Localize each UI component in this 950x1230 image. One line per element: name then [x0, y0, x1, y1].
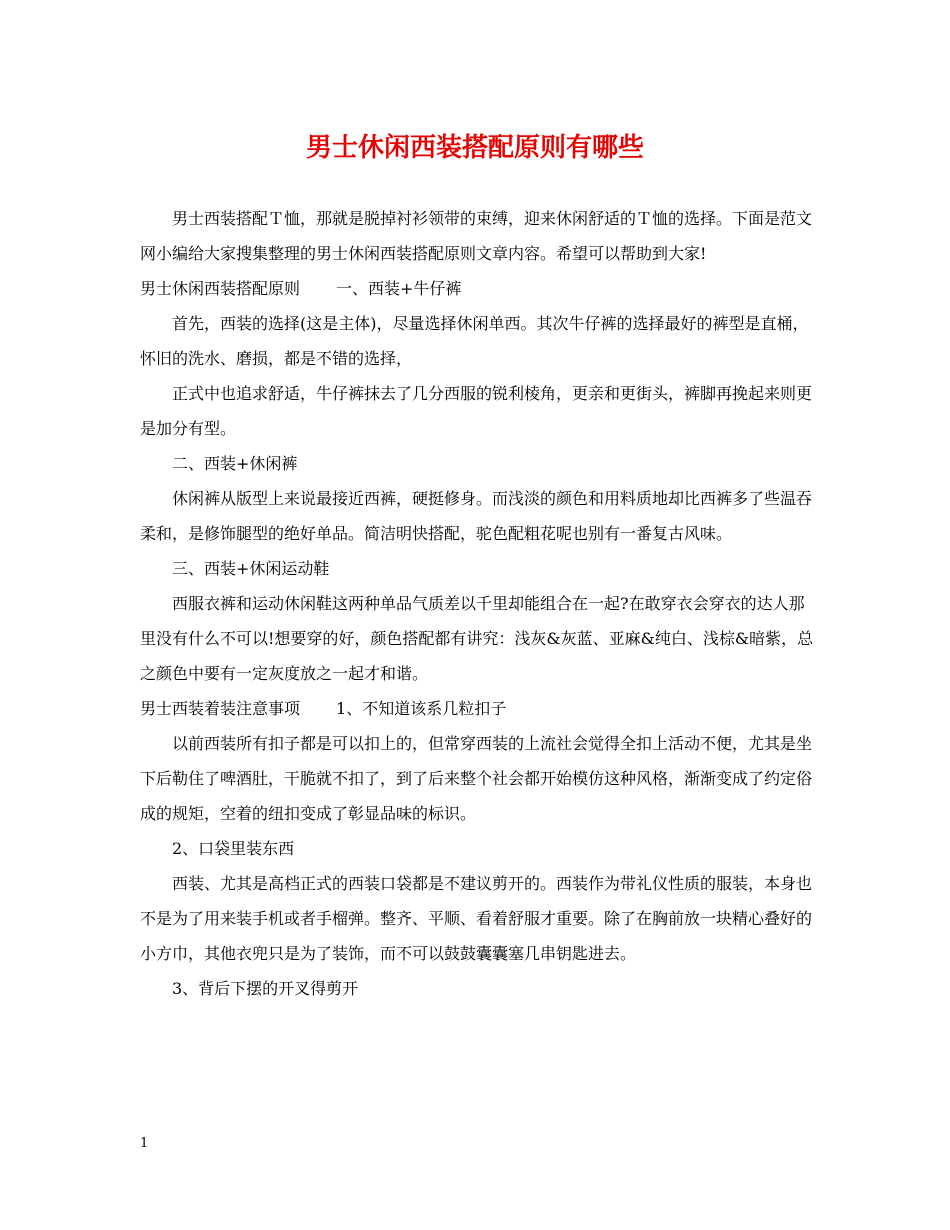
section-subheading: 一、西装+牛仔裤: [336, 279, 462, 298]
section-subheading: 1、不知道该系几粒扣子: [336, 699, 507, 718]
subheading: 三、西装+休闲运动鞋: [172, 559, 330, 578]
subheading: 2、口袋里装东西: [172, 839, 295, 858]
section-heading-line: [140, 691, 820, 726]
paragraph: 休闲裤从版型上来说最接近西裤，硬挺修身。而浅淡的颜色和用料质地却比西裤多了些温吞柔和，是修饰腿型的绝好单品。简洁明快搭配，驼色配粗花呢也别有一番复古风味。: [140, 489, 813, 543]
document-title: 男士休闲西装搭配原则有哪些: [305, 133, 644, 163]
subheading: 二、西装+休闲裤: [172, 454, 298, 473]
section-heading: 男士休闲西装搭配原则: [140, 279, 301, 298]
paragraph: 正式中也追求舒适，牛仔裤抹去了几分西服的锐利棱角，更亲和更街头，裤脚再挽起来则更是加分有型。: [140, 384, 813, 438]
paragraph: 首先，西装的选择(这是主体)，尽量选择休闲单西。其次牛仔裤的选择最好的裤型是直桶，怀旧的洗水、磨损，都是不错的选择，: [140, 314, 809, 368]
paragraph: 西装、尤其是高档正式的西装口袋都是不建议剪开的。西装作为带礼仪性质的服装，本身也不是为了用来装手机或者手榴弹。整齐、平顺、看着舒服才重要。除了在胸前放一块精心叠好的小方巾，其他衣兜只是为了装饰，而不可以鼓鼓囊囊塞几串钥匙进去。: [140, 874, 813, 963]
page-number: 1: [140, 1136, 149, 1151]
paragraph-intro: 男士西装搭配Ｔ恤，那就是脱掉衬衫领带的束缚，迎来休闲舒适的Ｔ恤的选择。下面是范文网小编给大家搜集整理的男士休闲西装搭配原则文章内容。希望可以帮助到大家!: [140, 209, 813, 263]
section-heading: 男士西装着装注意事项: [140, 699, 301, 718]
paragraph: 西服衣裤和运动休闲鞋这两种单品气质差以千里却能组合在一起?在敢穿衣会穿衣的达人那里没有什么不可以!想要穿的好，颜色搭配都有讲究：浅灰&灰蓝、亚麻&纯白、浅棕&暗紫，总之颜色中要有一定灰度放之一起才和谐。: [140, 594, 814, 683]
document-body: [140, 201, 820, 1006]
paragraph: 以前西装所有扣子都是可以扣上的，但常穿西装的上流社会觉得全扣上活动不便，尤其是坐下后勒住了啤酒肚，干脆就不扣了，到了后来整个社会都开始模仿这种风格，渐渐变成了约定俗成的规矩，空着的纽扣变成了彰显品味的标识。: [140, 734, 813, 823]
section-heading-line: [140, 271, 820, 306]
subheading: 3、背后下摆的开叉得剪开: [172, 979, 359, 998]
